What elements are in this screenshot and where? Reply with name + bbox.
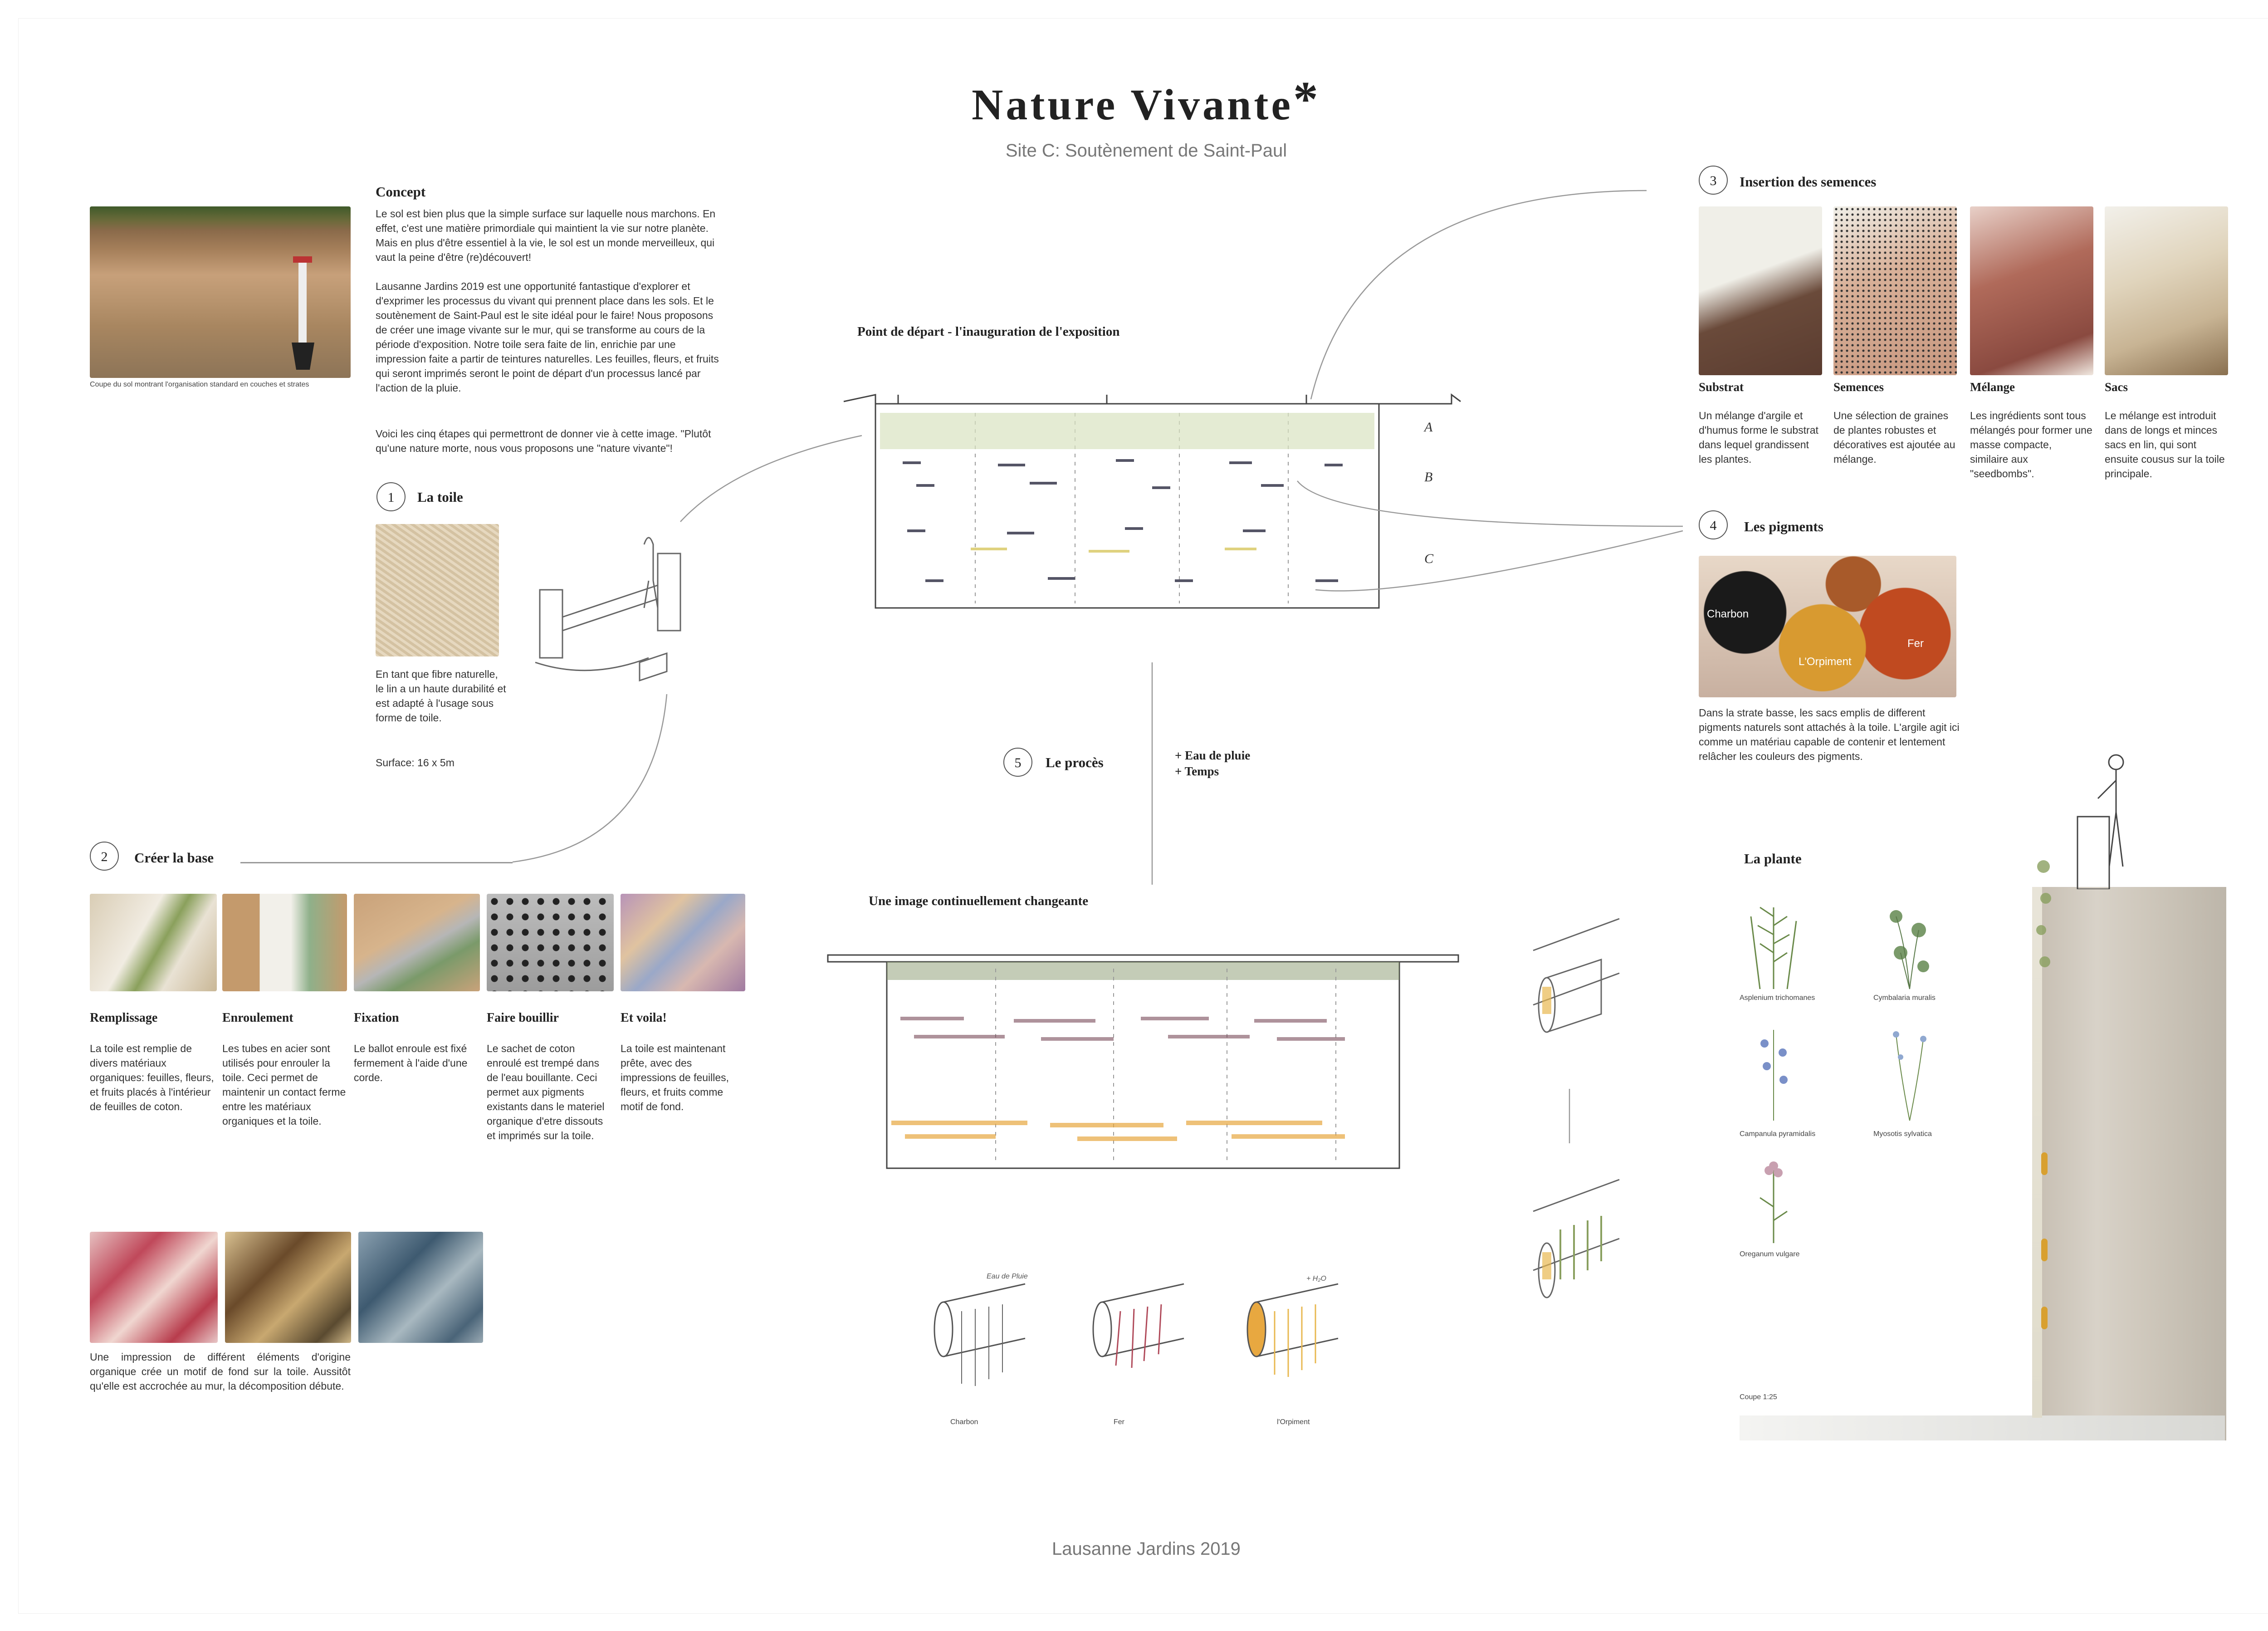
remplissage-title: Remplissage	[90, 1011, 158, 1025]
wall-section	[2041, 887, 2226, 1440]
asplenium-illustration	[1733, 889, 1814, 994]
species-myosotis: Myosotis sylvatica	[1873, 1130, 1932, 1138]
substrat-title: Substrat	[1699, 380, 1744, 394]
sacs-title: Sacs	[2105, 380, 2128, 394]
fixation-text: Le ballot enroule est fixé fermement à l'aide d'une corde.	[354, 1043, 468, 1083]
charbon-detail-sketch	[925, 1275, 1034, 1411]
species-campanula: Campanula pyramidalis	[1740, 1130, 1816, 1138]
step-1-text: En tant que fibre naturelle, le lin a un haute durabilité et est adapté à l'usage sous forme de toile.	[376, 668, 506, 724]
title-asterisk: *	[1293, 71, 1321, 127]
ground-line	[1740, 1415, 2225, 1440]
substrat-text: Un mélange d'argile et d'humus forme le substrat dans lequel grandissent les plantes.	[1699, 410, 1818, 465]
et-voila-text: La toile est maintenant prête, avec des impressions de feuilles, fleurs, et fruits comme motif de fond.	[621, 1043, 729, 1112]
melange-text: Les ingrédients sont tous mélangés pour former une masse compacte, similaire aux "seedbombs".	[1970, 410, 2092, 480]
substrat-photo	[1699, 206, 1822, 375]
step-1-number: 1	[376, 482, 406, 511]
section-scale: Coupe 1:25	[1740, 1393, 1777, 1401]
step-4-text: Dans la strate basse, les sacs emplis de different pigments naturels sont attachés à la toile. L'argile agit ici comme un matériau capable de contenir et lentement relâcher les couleurs des pigments.	[1699, 707, 1960, 762]
orpiment-detail-sketch	[1238, 1275, 1347, 1411]
factor-time: + Temps	[1175, 764, 1219, 778]
cymbalaria-illustration	[1869, 889, 1950, 994]
sacs-text: Le mélange est introduit dans de longs et minces sacs en lin, qui sont ensuite cousus sur la toile principale.	[2105, 410, 2225, 480]
et-voila-title: Et voila!	[621, 1011, 667, 1025]
concept-paragraph-2: Lausanne Jardins 2019 est une opportunité fantastique d'explorer et d'exprimer les processus du vivant qui prennent place dans les sols. Et le soutènement de Saint-Paul est le site idéal pour le faire! Nous proposons de créer une image vivante sur le mur, qui se transforme au cours de la période d'exposition. Notre toile sera faite de lin, enrichie par une impression faite a partir de teintures naturelles. Les feuilles, fleurs, et fruits qui seront imprimés seront le point de départ d'un processus lancé par l'action de la pluie.	[376, 280, 719, 394]
step-5-number: 5	[1003, 748, 1032, 777]
wall-plants	[2028, 853, 2059, 1420]
footer-text: Lausanne Jardins 2019	[1052, 1539, 1241, 1559]
oreganum-illustration	[1733, 1152, 1814, 1248]
label-fer: Fer	[1907, 637, 1924, 650]
stratum-label-a: A	[1424, 420, 1433, 435]
step-5-heading: Le procès	[1046, 754, 1104, 770]
label-charbon: Charbon	[1707, 608, 1749, 620]
fixation-title: Fixation	[354, 1011, 399, 1025]
fer-detail-sketch	[1084, 1275, 1193, 1411]
melange-title: Mélange	[1970, 380, 2015, 394]
melange-photo	[1970, 206, 2093, 375]
campanula-illustration	[1733, 1021, 1814, 1125]
semences-title: Semences	[1833, 380, 1884, 394]
step-1-surface: Surface: 16 x 5m	[376, 757, 455, 769]
bag-sketch-bottom	[1529, 1171, 1628, 1334]
bag-sketch-top	[1529, 914, 1628, 1059]
faire-bouillir-text: Le sachet de coton enroulé est trempé dans de l'eau bouillante. Ceci permet aux pigments existants dans le materiel organique d'etre dissouts et imprimés sur la toile.	[487, 1043, 605, 1141]
step-4-heading: Les pigments	[1744, 519, 1823, 534]
page-subtitle: Site C: Soutènement de Saint-Paul	[1005, 141, 1287, 161]
soil-photo-caption: Coupe du sol montrant l'organisation standard en couches et strates	[90, 381, 309, 388]
pigments-photo	[1699, 556, 1956, 697]
myosotis-illustration	[1869, 1021, 1950, 1125]
factor-rain: + Eau de pluie	[1175, 749, 1251, 762]
detail-caption-orpiment: l'Orpiment	[1277, 1418, 1310, 1426]
eau-de-pluie-note: Eau de Pluie	[987, 1273, 1028, 1280]
concept-heading: Concept	[376, 184, 426, 200]
detail-caption-charbon: Charbon	[950, 1418, 978, 1426]
plant-heading: La plante	[1744, 851, 1802, 867]
species-cymbalaria: Cymbalaria muralis	[1873, 994, 1936, 1002]
step-2-heading: Créer la base	[134, 850, 214, 866]
h2o-note: + H₂O	[1306, 1275, 1326, 1283]
concept-paragraph-3: Voici les cinq étapes qui permettront de donner vie à cette image. "Plutôt qu'une nature morte, nous vous proposons une "nature vivante"!	[376, 428, 711, 454]
faire-bouillir-title: Faire bouillir	[487, 1011, 559, 1025]
step-3-number: 3	[1699, 166, 1728, 195]
page-title: Nature Vivante*	[972, 71, 1321, 129]
detail-caption-fer: Fer	[1114, 1418, 1124, 1426]
print-text: Une impression de différent éléments d'origine organique crée un motif de fond sur la toile. Aussitôt qu'elle est accrochée au mur, la décomposition débute.	[90, 1351, 351, 1392]
step-4-number: 4	[1699, 510, 1728, 539]
person-on-wall-sketch	[2071, 749, 2143, 889]
species-oreganum: Oreganum vulgare	[1740, 1250, 1800, 1258]
step-2-number: 2	[90, 842, 119, 871]
enroulement-text: Les tubes en acier sont utilisés pour enrouler la toile. Ceci permet de maintenir un contact ferme entre les matériaux organiques et la toile.	[222, 1043, 346, 1127]
label-orpiment: L'Orpiment	[1799, 656, 1852, 668]
concept-paragraph-1: Le sol est bien plus que la simple surface sur laquelle nous marchons. En effet, c'est une matière primordiale qui maintient la vie sur notre planète. Mais en plus d'être essentiel à la vie, le sol est un monde merveilleux, qui vaut la peine d'être (re)découvert!	[376, 208, 716, 263]
sacs-photo	[2105, 206, 2228, 375]
semences-text: Une sélection de graines de plantes robustes et décoratives est ajoutée au mélange.	[1833, 410, 1955, 465]
species-asplenium: Asplenium trichomanes	[1740, 994, 1815, 1002]
stratum-label-b: B	[1424, 470, 1433, 485]
remplissage-text: La toile est remplie de divers matériaux organiques: feuilles, fleurs, et fruits placés à l'intérieur de feuilles de coton.	[90, 1043, 214, 1112]
stratum-label-c: C	[1424, 551, 1434, 566]
step-1-heading: La toile	[417, 489, 463, 505]
changing-wall-sketch	[823, 941, 1467, 1177]
start-heading: Point de départ - l'inauguration de l'exposition	[857, 324, 1120, 339]
changing-heading: Une image continuellement changeante	[869, 894, 1089, 908]
semences-photo	[1833, 206, 1957, 375]
enroulement-title: Enroulement	[222, 1011, 293, 1025]
step-3-heading: Insertion des semences	[1740, 174, 1877, 190]
